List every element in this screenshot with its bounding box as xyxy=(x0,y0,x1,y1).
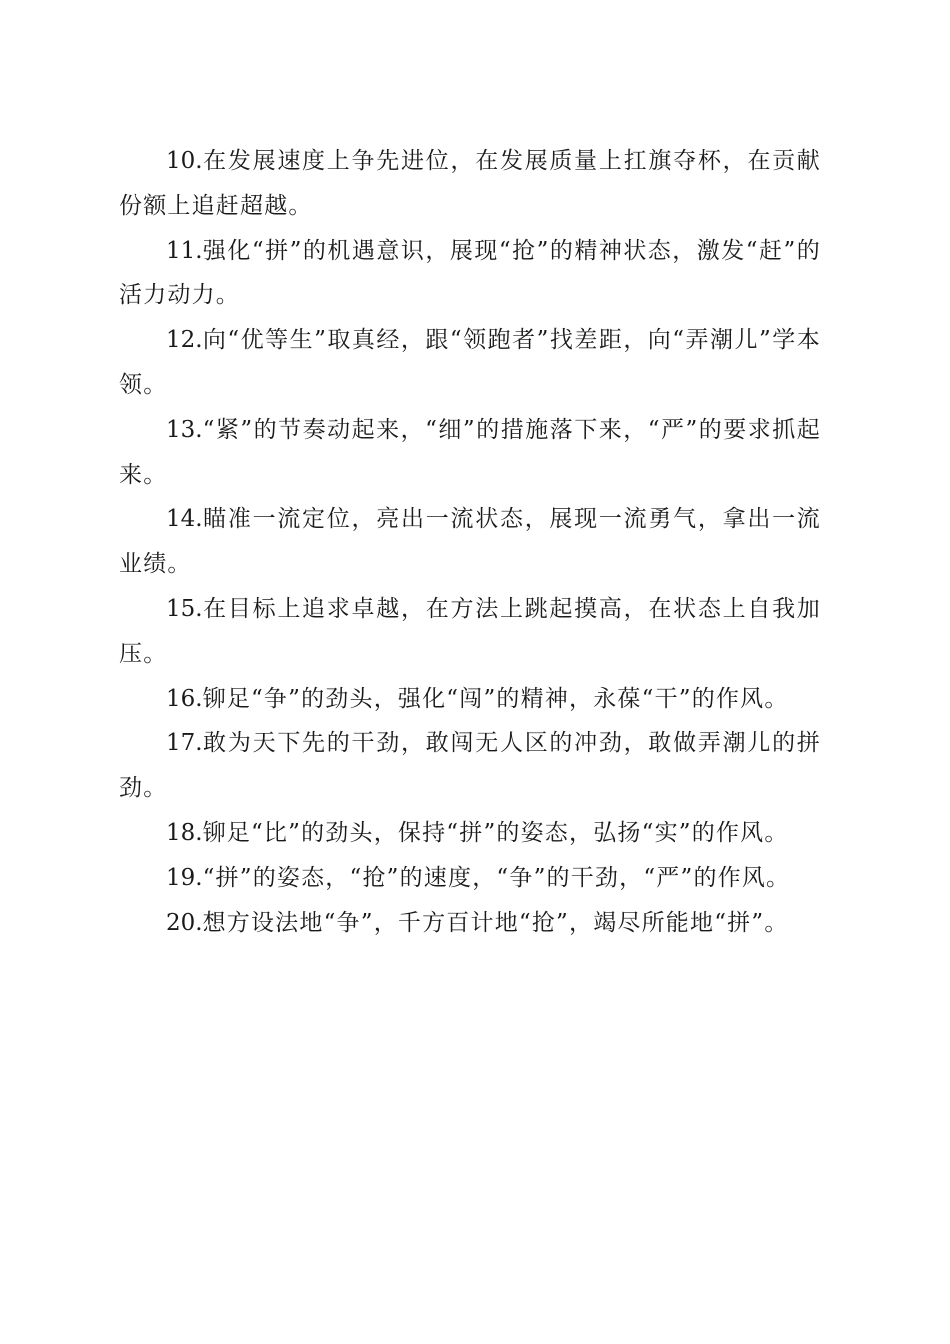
list-item xyxy=(119,229,821,319)
list-item xyxy=(119,811,821,856)
item-text: 铆足“比”的劲头，保持“拼”的姿态，弘扬“实”的作风。 xyxy=(202,819,789,846)
list-item xyxy=(119,721,821,811)
item-number: 10. xyxy=(166,148,203,174)
list-item xyxy=(119,856,821,901)
item-number: 12. xyxy=(166,327,203,354)
item-number: 14. xyxy=(166,506,203,533)
list-item xyxy=(119,677,821,722)
list-item xyxy=(119,408,821,498)
item-text: “拼”的姿态，“抢”的速度，“争”的干劲，“严”的作风。 xyxy=(202,864,791,891)
item-text: 想方设法地“争”，千方百计地“抢”，竭尽所能地“拼”。 xyxy=(202,909,789,936)
item-number: 15. xyxy=(166,595,203,622)
item-number: 16. xyxy=(166,685,203,712)
item-text: 在目标上追求卓越，在方法上跳起摸高，在状态上自我加压。 xyxy=(119,595,821,667)
item-number: 13. xyxy=(166,416,203,443)
list-item xyxy=(119,139,821,229)
list-item xyxy=(119,318,821,408)
list-item xyxy=(119,901,821,946)
item-number: 18. xyxy=(166,819,203,846)
item-text: 敢为天下先的干劲，敢闯无人区的冲劲，敢做弄潮儿的拼劲。 xyxy=(119,730,821,802)
item-text: 瞄准一流定位，亮出一流状态，展现一流勇气，拿出一流业绩。 xyxy=(119,506,821,578)
item-text: 在发展速度上争先进位，在发展质量上扛旗夺杯，在贡献份额上追赶超越。 xyxy=(119,148,821,219)
item-number: 17. xyxy=(166,730,203,757)
item-text: 铆足“争”的劲头，强化“闯”的精神，永葆“干”的作风。 xyxy=(202,685,789,712)
item-number: 19. xyxy=(166,864,203,891)
list-item xyxy=(119,587,821,677)
item-number: 11. xyxy=(166,237,203,264)
item-text: 强化“拼”的机遇意识，展现“抢”的精神状态，激发“赶”的活力动力。 xyxy=(119,237,821,309)
list-item xyxy=(119,497,821,587)
document-body xyxy=(119,139,821,945)
item-text: 向“优等生”取真经，跟“领跑者”找差距，向“弄潮儿”学本领。 xyxy=(119,327,821,398)
item-number: 20. xyxy=(166,909,203,936)
item-text: “紧”的节奏动起来，“细”的措施落下来，“严”的要求抓起来。 xyxy=(119,416,821,488)
